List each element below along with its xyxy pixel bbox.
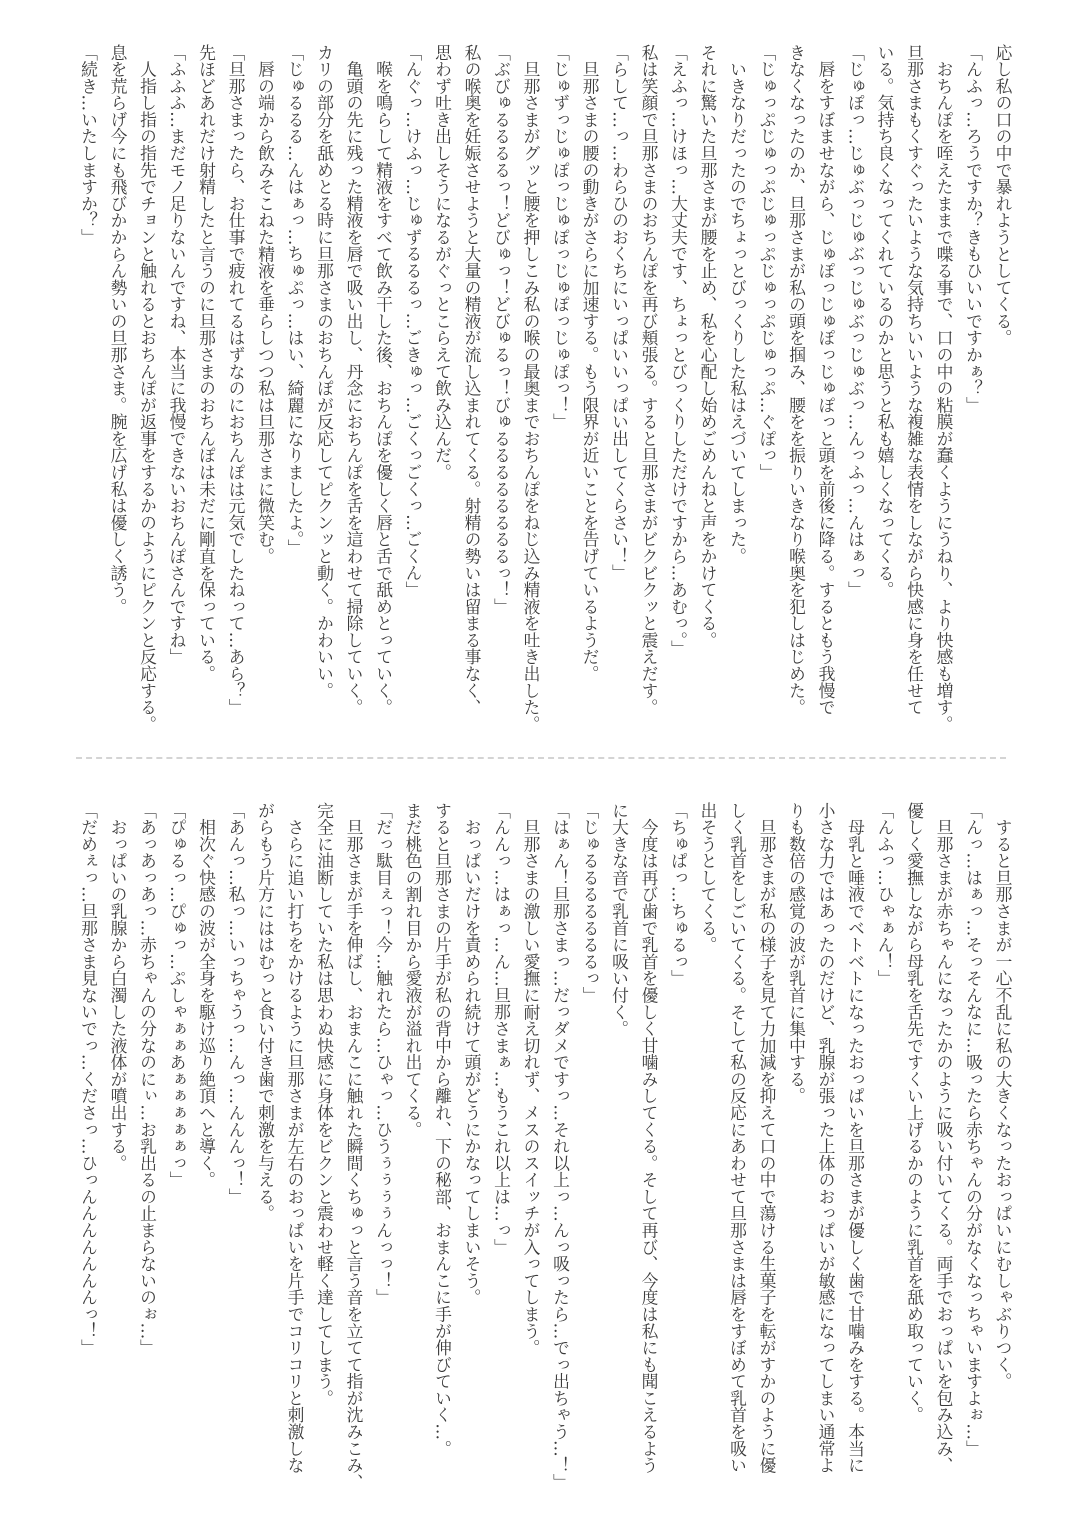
text-column: 旦那さまの激しい愛撫に耐え切れず、メスのスイッチが入ってしまう。 (521, 802, 541, 1357)
text-column: 旦那さまが手を伸ばし、おまんこに触れた瞬間くちゅっと言う音を立てて指が沈みこみ、 (344, 802, 364, 1491)
text-column: 旦那さまの腰の動きがさらに加速する。もう限界が近いことを告げているようだ。 (580, 44, 600, 683)
text-column: 「ぴゅるっ…ぴゅっ…ぷしゃぁぁあぁぁぁぁぁっ」 (167, 802, 187, 1189)
text-column: 優しく愛撫しながら母乳を舌先ですくい上げるかのように乳首を舐め取っていく。 (904, 802, 925, 1424)
text-column: 「はぁん！旦那さまっ…だっダメですっ…それ以上っ…んっ吸ったら…でっ出ちゃう…！」 (550, 802, 571, 1491)
text-column: 母乳と唾液でベトベトになったおっぱいを旦那さまが優しく歯で甘噛みをする。本当に (845, 802, 866, 1474)
text-block-bottom (73, 802, 1017, 1494)
text-column: 唇をすぼませながら、じゅぽっじゅぽっじゅぽっと頭を前後に降る。するともう我慢で (816, 44, 836, 716)
text-column: がらもう片方にははむっと食い付き歯で刺激を与える。 (255, 802, 276, 1222)
text-column: 「んふっ…ろうですか？きもひいいですかぁ？」 (963, 44, 984, 414)
text-column: 私は笑顔で旦那さまのおちんぽを再び頬張る。すると旦那さまがビクビクッと震えだす。 (639, 44, 659, 716)
text-column: おっぱいの乳腺から白濁した液体が噴出する。 (108, 802, 128, 1172)
text-column: 「ふふふ…まだモノ足りないんですね、本当に我慢できないおちんぽさんですね」 (167, 44, 187, 666)
text-column: 思わず吐き出しそうになるがぐっとこらえて飲み込んだ。 (432, 44, 453, 481)
text-column: 「ぶびゅるるるるっ！どびゅっ！どびゅるっ！びゅるるるるるるるるっ！」 (491, 44, 512, 615)
text-column: おっぱいだけを責められ続けて頭がどうにかなってしまいそう。 (462, 802, 482, 1306)
text-column: まだ桃色の割れ目から愛液が溢れ出てくる。 (403, 802, 423, 1138)
text-column: 「じゅるるる…んはぁっ…ちゅぷっ…はい、綺麗になりましたよ。」 (285, 44, 305, 557)
text-column: 「んふっ…ひゃぁん！」 (875, 802, 895, 987)
text-column: 人指し指の指先でチョンと触れるとおちんぽが返事をするかのようにピクンと反応する。 (137, 44, 158, 733)
text-column: 「あっあっあっ…赤ちゃんの分なのにぃ…お乳出るの止まらないのぉ…」 (137, 802, 158, 1357)
text-column: 完全に油断していた私は思わぬ快感に身体をビクンと震わせ軽く達してしまう。 (314, 802, 335, 1407)
text-column: 応し私の口の中で暴れようとしてくる。 (993, 44, 1013, 347)
text-column: 「んぐっ…けふっ…じゅずるるるっ…ごきゅっ…ごくっごくっ…ごくん」 (403, 44, 423, 599)
section-divider (76, 757, 1006, 759)
text-column: 「続き…いたしますか？」 (78, 44, 99, 246)
text-column: 旦那さまが赤ちゃんになったかのように吸い付いてくる。両手でおっぱいを包み込み、 (934, 802, 954, 1474)
text-column: 旦那さまが私の様子を見て力加減を抑えて口の中で蕩ける生菓子を転がすかのように優 (757, 802, 777, 1474)
text-column: 「らして…っ…わらひのおくちにいっぱいいっぱい出してくらさい！」 (609, 44, 630, 582)
text-column: しく乳首をしごいてくる。そして私の反応にあわせて旦那さまは唇をすぼめて乳首を吸い (727, 802, 748, 1474)
text-column: いきなりだったのでちょっとびっくりした私はえづいてしまった。 (727, 44, 748, 565)
text-column: さらに追い打ちをかけるように旦那さまが左右のおっぱいを片手でコリコリと刺激しな (285, 802, 305, 1474)
text-column: 出そうとしてくる。 (698, 802, 718, 954)
text-column: 「旦那さまったら、お仕事で疲れてるはずなのにおちんぽは元気でしたねって…あら？」 (226, 44, 246, 716)
text-column: いる。気持ち良くなってくれているのかと思うと私も嬉しくなってくる。 (875, 44, 895, 599)
text-column: 唇の端から飲みそこねた精液を垂らしつつ私は旦那さまに微笑む。 (255, 44, 276, 565)
text-column: 先ほどあれだけ射精したと言うのに旦那さまのおちんぽは未だに剛直を保っている。 (196, 44, 217, 683)
text-column: 私の喉奥を妊娠させようと大量の精液が流し込まれてくる。射精の勢いは留まる事なく、 (462, 44, 482, 716)
text-column: カリの部分を舐めとる時に旦那さまのおちんぽが反応してピクンッと動く。かわいい。 (314, 44, 335, 699)
text-column: りも数倍の感覚の波が乳首に集中する。 (786, 802, 807, 1105)
text-column: 喉を鳴らして精液をすべて飲み干した後、おちんぽを優しく唇と舌で舐めとっていく。 (373, 44, 394, 716)
text-column: に大きな音で乳首に吸い付く。 (609, 802, 630, 1038)
text-column: 「えふっ…けほっ…大丈夫です、ちょっとびっくりしただけですから…あむっ。」 (668, 44, 689, 657)
text-column: 「ちゅぱっ…ちゅるっ」 (668, 802, 689, 987)
text-column: 亀頭の先に残った精液を唇で吸い出し、丹念におちんぽを舌を這わせて掃除していく。 (344, 44, 364, 716)
text-column: 「じゅるるるるるるるっ」 (580, 802, 600, 1004)
text-column: 旦那さまもくすぐったいような気持ちいいような複雑な表情をしながら快感に身を任せて (904, 44, 925, 716)
text-column: 「んんっ…はぁっ…ん…旦那さまぁ…もうこれ以上は…っ」 (491, 802, 512, 1256)
text-column: 「あんっ…私っ…いっちゃうっ…んっ…んんんっ！」 (226, 802, 246, 1205)
text-column: 「じゅっぷじゅっぷじゅっぷじゅっぷじゅっぷ…ぐぽっ」 (757, 44, 777, 481)
text-column: おちんぽを咥えたままで喋る事で、口の中の粘膜が蠢くようにうねり、より快感も増す。 (934, 44, 954, 733)
text-column: 息を荒らげ今にも飛びかからん勢いの旦那さま。腕を広げ私は優しく誘う。 (108, 44, 128, 615)
text-column: きなくなったのか、旦那さまが私の頭を掴み、腰をを振りいきなり喉奥を犯しはじめた。 (786, 44, 807, 716)
text-column: 「だっ駄目ぇっ！今…触れたら…ひゃっ…ひうぅぅぅぅんっっ！」 (373, 802, 394, 1306)
text-column: 「じゅぽっ…じゅぶっじゅぶっじゅぶっじゅぶっ…んっふっ…んはぁっ」 (845, 44, 866, 599)
text-column: 「だめぇっ…旦那さま見ないでっ…くださっ…ひっんんんんんんんっ！」 (78, 802, 99, 1357)
text-column: 小さな力ではあったのだけど、乳腺が張った上体のおっぱいが敏感になってしまい通常よ (816, 802, 836, 1474)
text-column: それに驚いた旦那さまが腰を止め、私を心配し始めごめんねと声をかけてくる。 (698, 44, 718, 649)
text-block-top (73, 44, 1017, 736)
text-column: 旦那さまがグッと腰を押しこみ私の喉の最奥までおちんぽをねじ込み精液を吐き出した。 (521, 44, 541, 733)
text-column: 今度は再び歯で乳首を優しく甘噛みしてくる。そして再び、今度は私にも聞こえるよう (639, 802, 659, 1474)
text-column: 「んっ…はぁっ…そっそんなに…吸ったら赤ちゃんの分がなくなっちゃいますよぉ…」 (963, 802, 984, 1457)
text-column: すると旦那さまの片手が私の背中から離れ、下の秘部、おまんこに手が伸びていく…。 (432, 802, 453, 1457)
text-column: 「じゅずっじゅぽっじゅぽっじゅぽっじゅぽっ！」 (550, 44, 571, 431)
text-column: すると旦那さまが一心不乱に私の大きくなったおっぱいにむしゃぶりつく。 (993, 802, 1013, 1390)
text-column: 相次ぐ快感の波が全身を駆け巡り絶頂へと導く。 (196, 802, 217, 1189)
